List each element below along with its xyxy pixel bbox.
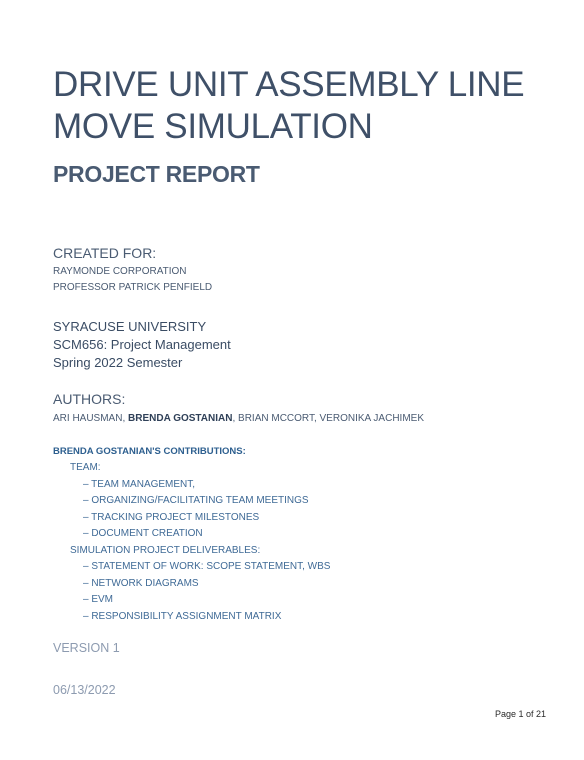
contribution-item: – DOCUMENT CREATION [83, 528, 203, 539]
authors-section [53, 391, 424, 427]
created-for-label: CREATED FOR: [53, 245, 157, 261]
document-subtitle: PROJECT REPORT [53, 161, 260, 187]
document-title [53, 64, 573, 148]
highlighted-author: BRENDA GOSTANIAN [128, 413, 233, 424]
version-label: VERSION 1 [53, 641, 120, 655]
contribution-item: – NETWORK DIAGRAMS [83, 577, 199, 589]
semester: Spring 2022 Semester [53, 355, 183, 370]
contribution-item: – RESPONSIBILITY ASSIGNMENT MATRIX [83, 610, 282, 622]
contribution-group-label: TEAM: [70, 462, 101, 473]
contribution-item: – ORGANIZING/FACILITATING TEAM MEETINGS [83, 495, 309, 506]
professor-name: PROFESSOR PATRICK PENFIELD [53, 282, 213, 293]
document-date: 06/13/2022 [53, 683, 116, 697]
university-name: SYRACUSE UNIVERSITY [53, 319, 207, 334]
contributions-heading: BRENDA GOSTANIAN'S CONTRIBUTIONS: [53, 446, 246, 457]
author-text: , BRIAN MCCORT, VERONIKA JACHIMEK [232, 413, 424, 424]
authors-label: AUTHORS: [53, 391, 126, 407]
author-text: ARI HAUSMAN, [53, 413, 129, 424]
course-name: SCM656: Project Management [53, 337, 231, 352]
contribution-group-label: SIMULATION PROJECT DELIVERABLES: [70, 544, 261, 556]
client-name: RAYMONDE CORPORATION [53, 266, 187, 277]
title-line-1: DRIVE UNIT ASSEMBLY LINE [53, 65, 525, 104]
created-for-section [53, 245, 212, 296]
authors-list [53, 411, 424, 427]
contribution-item: – TEAM MANAGEMENT, [83, 478, 196, 490]
contributions-section [53, 444, 330, 625]
university-section [53, 318, 231, 372]
contribution-item: – EVM [83, 594, 114, 605]
contribution-item: – STATEMENT OF WORK: SCOPE STATEMENT, WBS [83, 561, 331, 572]
title-line-2: MOVE SIMULATION [53, 107, 373, 146]
page-number: Page 1 of 21 [494, 709, 546, 719]
contribution-item: – TRACKING PROJECT MILESTONES [83, 511, 260, 523]
